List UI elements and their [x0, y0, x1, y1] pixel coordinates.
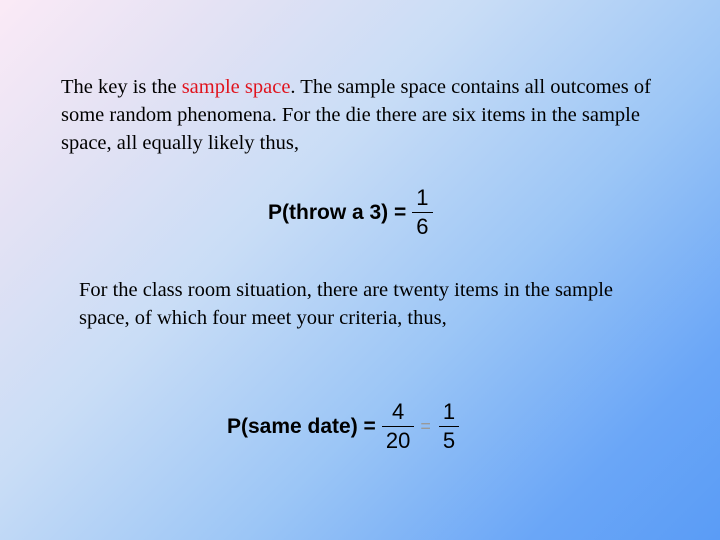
formula2-fraction-1	[382, 400, 414, 453]
classroom-paragraph: For the class room situation, there are twenty items in the sample space, of which four meet your criteria, thus,	[79, 279, 614, 329]
intro-text-start: The key is the	[61, 76, 182, 98]
die-probability-formula	[268, 186, 433, 239]
formula2-lhs: P(same date) =	[227, 414, 376, 438]
formula2-denominator-1: 20	[382, 426, 414, 453]
formula2-numerator-2: 1	[442, 399, 456, 424]
formula2-denominator-2: 5	[439, 426, 459, 453]
formula1-fraction	[412, 186, 432, 239]
intro-paragraph	[61, 73, 661, 157]
formula2-fraction-2	[439, 400, 459, 453]
formula1-lhs: P(throw a 3) =	[268, 200, 407, 224]
same-date-probability-formula	[227, 400, 459, 453]
formula1-numerator: 1	[416, 185, 429, 210]
formula1-denominator: 6	[412, 212, 432, 239]
formula2-numerator-1: 4	[391, 399, 405, 424]
formula2-equals: =	[420, 416, 431, 436]
sample-space-term: sample space	[181, 76, 291, 98]
intro-text-end: . The sample space contains all outcomes of some random phenomena. For the die there are six items in the sample space, all equally likely thus,	[61, 76, 651, 154]
